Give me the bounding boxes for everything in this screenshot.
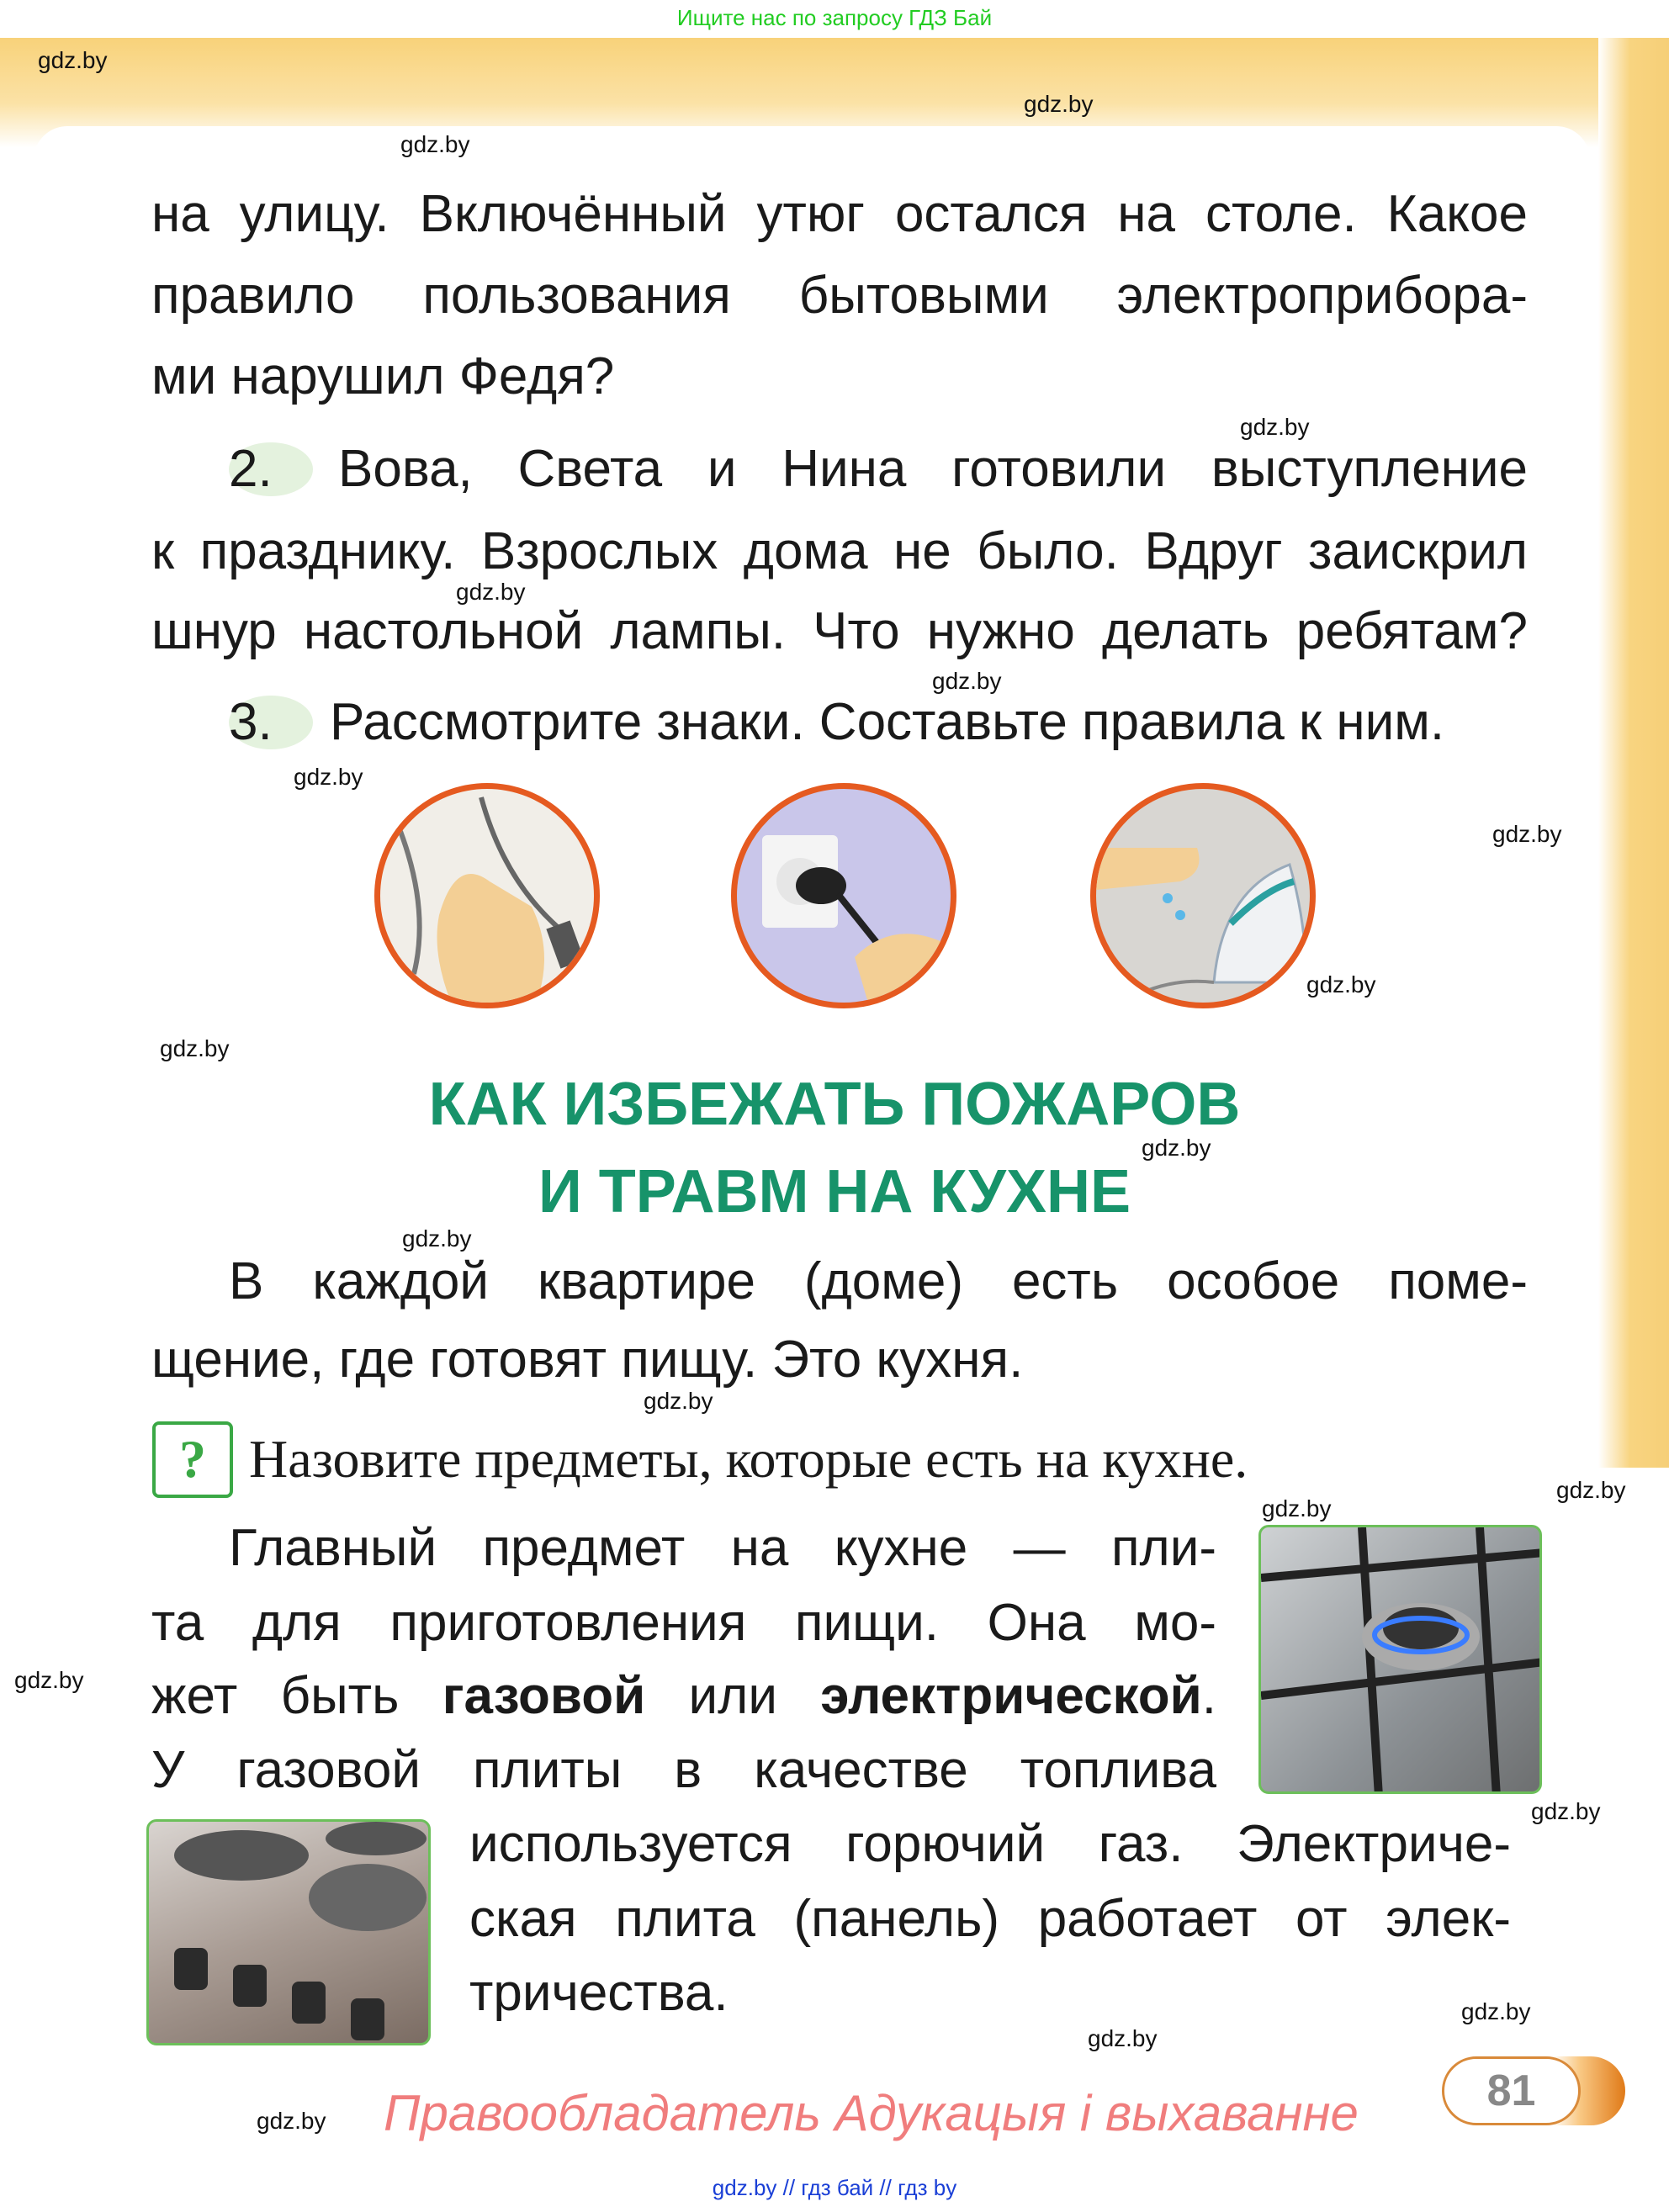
task-number: 2. <box>229 442 313 496</box>
watermark: gdz.by <box>257 2108 326 2134</box>
watermark: gdz.by <box>160 1035 230 1061</box>
paragraph-line: та для приготовления пищи. Она мо- <box>151 1594 1216 1652</box>
task-2-line <box>229 442 1528 496</box>
wet-hands-iron-icon <box>1090 783 1316 1008</box>
page-number-badge <box>1442 2056 1625 2125</box>
watermark: gdz.by <box>932 668 1002 694</box>
watermark: gdz.by <box>1461 1998 1531 2024</box>
task-text: Вова, Света и Нина готовили выступление <box>338 440 1528 498</box>
task-2-line: шнур настольной лампы. Что нужно делать ребятам? <box>151 602 1528 660</box>
watermark: gdz.by <box>1142 1135 1211 1161</box>
footer-links[interactable]: gdz.by // гдз бай // гдз by <box>712 2175 957 2200</box>
watermark: gdz.by <box>402 1225 472 1252</box>
section-heading: КАК ИЗБЕЖАТЬ ПОЖАРОВ <box>428 1071 1241 1138</box>
paragraph-line: У газовой плиты в качестве топлива <box>151 1741 1216 1799</box>
intro-line: на улицу. Включённый утюг остался на столе. Какое <box>151 185 1528 243</box>
watermark: gdz.by <box>38 47 108 73</box>
task-text: Рассмотрите знаки. Составьте правила к ним. <box>330 693 1445 751</box>
text: жет быть <box>151 1667 442 1725</box>
watermark: gdz.by <box>1240 414 1310 440</box>
watermark: gdz.by <box>294 764 363 790</box>
bold-term-electric: электрической <box>820 1667 1202 1725</box>
paragraph-line: щение, где готовят пищу. Это кухня. <box>151 1331 1024 1389</box>
watermark: gdz.by <box>1024 91 1094 117</box>
electric-stove-photo <box>146 1819 431 2045</box>
question-icon: ? <box>152 1421 233 1498</box>
watermark: gdz.by <box>1262 1495 1332 1521</box>
copyright-notice: Правообладатель Адукацыя і выхаванне <box>384 2085 1359 2141</box>
task-2-line: к празднику. Взрослых дома не было. Вдруг заискрил <box>151 522 1528 580</box>
watermark: gdz.by <box>456 579 526 605</box>
intro-line: правило пользования бытовыми электроприбора- <box>151 267 1528 325</box>
intro-line: ми нарушил Федя? <box>151 347 615 405</box>
paragraph-line: ская плита (панель) работает от элек- <box>469 1890 1511 1948</box>
paragraph-line: тричества. <box>469 1964 729 2022</box>
hand-near-damaged-wire-icon <box>374 783 600 1008</box>
watermark: gdz.by <box>1556 1477 1626 1503</box>
watermark: gdz.by <box>1088 2025 1158 2051</box>
paragraph-line: используется горючий газ. Электриче- <box>469 1815 1511 1873</box>
watermark: gdz.by <box>400 131 470 157</box>
bold-term-gas: газовой <box>442 1667 646 1725</box>
watermark: gdz.by <box>644 1388 713 1414</box>
section-heading: И ТРАВМ НА КУХНЕ <box>538 1158 1131 1225</box>
page-number: 81 <box>1442 2056 1581 2125</box>
question-text: Назовите предметы, которые есть на кухне. <box>249 1429 1248 1489</box>
watermark: gdz.by <box>1531 1798 1601 1824</box>
text: . <box>1201 1667 1216 1725</box>
watermark: gdz.by <box>1492 821 1562 847</box>
gas-stove-photo <box>1258 1525 1542 1794</box>
search-banner: Ищите нас по запросу ГДЗ Бай <box>0 0 1669 38</box>
paragraph-line: В каждой квартире (доме) есть особое поме- <box>229 1252 1528 1310</box>
task-number: 3. <box>229 696 313 749</box>
hand-pulling-plug-icon <box>731 783 956 1008</box>
task-3-line <box>229 693 1528 751</box>
page-edge-background <box>1598 38 1669 1468</box>
text: или <box>645 1667 821 1725</box>
watermark: gdz.by <box>1306 971 1376 998</box>
watermark: gdz.by <box>14 1667 84 1693</box>
paragraph-line <box>151 1667 1216 1725</box>
paragraph-line: Главный предмет на кухне — пли- <box>229 1519 1216 1577</box>
